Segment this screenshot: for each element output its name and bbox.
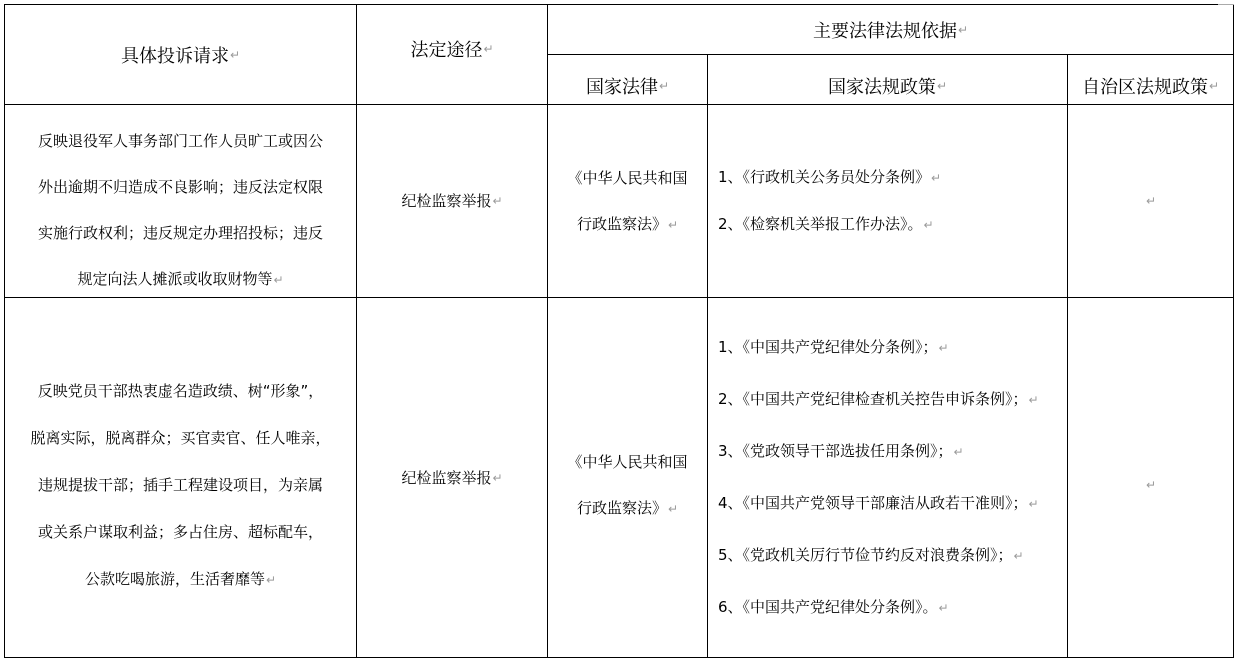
row1-channel: 纪检监察举报 [401, 192, 492, 210]
law-line: 行政监察法》 [576, 498, 667, 517]
header-national-law: 国家法律 [585, 76, 658, 98]
law-line: 行政监察法》 [576, 214, 667, 233]
row1-law-cell [548, 105, 707, 297]
reg-item: 6、《中国共产党纪律处分条例》。 [718, 598, 938, 616]
header-region-reg: 自治区法规政策 [1081, 76, 1208, 98]
header-channel-cell [357, 5, 547, 104]
header-basis-group: 主要法律法规依据 [812, 20, 957, 42]
law-line: 《中华人民共和国 [567, 452, 688, 471]
return-mark: ↵ [957, 22, 969, 37]
complaint-line: 或关系户谋取利益；多占住房、超标配车， [37, 523, 323, 541]
return-mark: ↵ [667, 217, 679, 232]
row1-reg-cell [708, 105, 1067, 297]
complaint-line: 实施行政权利；违反规定办理招投标；违反 [37, 223, 323, 242]
complaint-line: 反映退役军人事务部门工作人员旷工或因公 [37, 131, 323, 150]
return-mark: ↵ [273, 272, 284, 287]
reg-item: 4、《中国共产党领导干部廉洁从政若干准则》； [718, 494, 1028, 512]
return-mark: ↵ [492, 470, 503, 485]
complaint-line: 规定向法人摊派或收取财物等 [77, 269, 273, 288]
return-mark: ↵ [1028, 393, 1039, 407]
row2-reg-cell [708, 325, 1067, 631]
return-mark: ↵ [492, 194, 503, 208]
law-line: 《中华人民共和国 [567, 168, 688, 187]
complaint-line: 脱离实际，脱离群众；买官卖官、任人唯亲， [30, 429, 331, 447]
header-basis-group-cell [548, 5, 1233, 54]
complaint-line: 公款吃喝旅游，生活奢靡等 [84, 570, 265, 588]
row1-complaint-cell [5, 118, 356, 302]
reg-item: 1、《中国共产党纪律处分条例》； [718, 338, 938, 356]
return-mark: ↵ [1208, 78, 1220, 93]
row2-channel-cell [357, 298, 547, 657]
return-mark: ↵ [1145, 478, 1157, 492]
header-national-reg: 国家法规政策 [827, 76, 936, 98]
return-mark: ↵ [483, 41, 494, 56]
row2-channel: 纪检监察举报 [401, 468, 492, 487]
header-complaint: 具体投诉请求 [120, 45, 229, 67]
return-mark: ↵ [658, 78, 670, 93]
return-mark: ↵ [1013, 549, 1024, 563]
return-mark: ↵ [265, 573, 277, 587]
return-mark: ↵ [667, 501, 679, 516]
header-channel: 法定途径 [410, 39, 483, 61]
header-national-reg-cell [708, 55, 1067, 104]
row2-region-cell [1068, 298, 1233, 672]
return-mark: ↵ [931, 171, 942, 185]
row2-complaint-cell [5, 368, 356, 604]
complaint-line: 外出逾期不归造成不良影响；违反法定权限 [37, 177, 323, 196]
header-national-law-cell [548, 55, 707, 104]
reg-item: 5、《党政机关厉行节俭节约反对浪费条例》； [718, 546, 1013, 564]
reg-item: 1、《行政机关公务员处分条例》 [718, 168, 931, 186]
reg-item: 2、《中国共产党纪律检查机关控告申诉条例》； [718, 390, 1028, 408]
return-mark: ↵ [953, 445, 964, 459]
complaint-line: 反映党员干部热衷虚名造政绩、树“形象”， [37, 382, 324, 400]
header-complaint-cell [5, 5, 356, 104]
header-region-reg-cell [1068, 55, 1233, 104]
return-mark: ↵ [938, 601, 949, 615]
return-mark: ↵ [923, 218, 934, 232]
complaint-line: 违规提拔干部；插手工程建设项目，为亲属 [37, 476, 323, 494]
reg-item: 2、《检察机关举报工作办法》。 [718, 215, 923, 233]
reg-item: 3、《党政领导干部选拔任用条例》； [718, 442, 953, 460]
row1-channel-cell [357, 105, 547, 297]
return-mark: ↵ [229, 47, 241, 62]
return-mark: ↵ [1145, 194, 1157, 208]
return-mark: ↵ [938, 341, 949, 355]
return-mark: ↵ [936, 78, 948, 93]
row1-region-cell [1068, 105, 1233, 297]
return-mark: ↵ [1028, 497, 1039, 511]
row2-law-cell [548, 298, 707, 672]
table-border-right [1233, 4, 1234, 658]
